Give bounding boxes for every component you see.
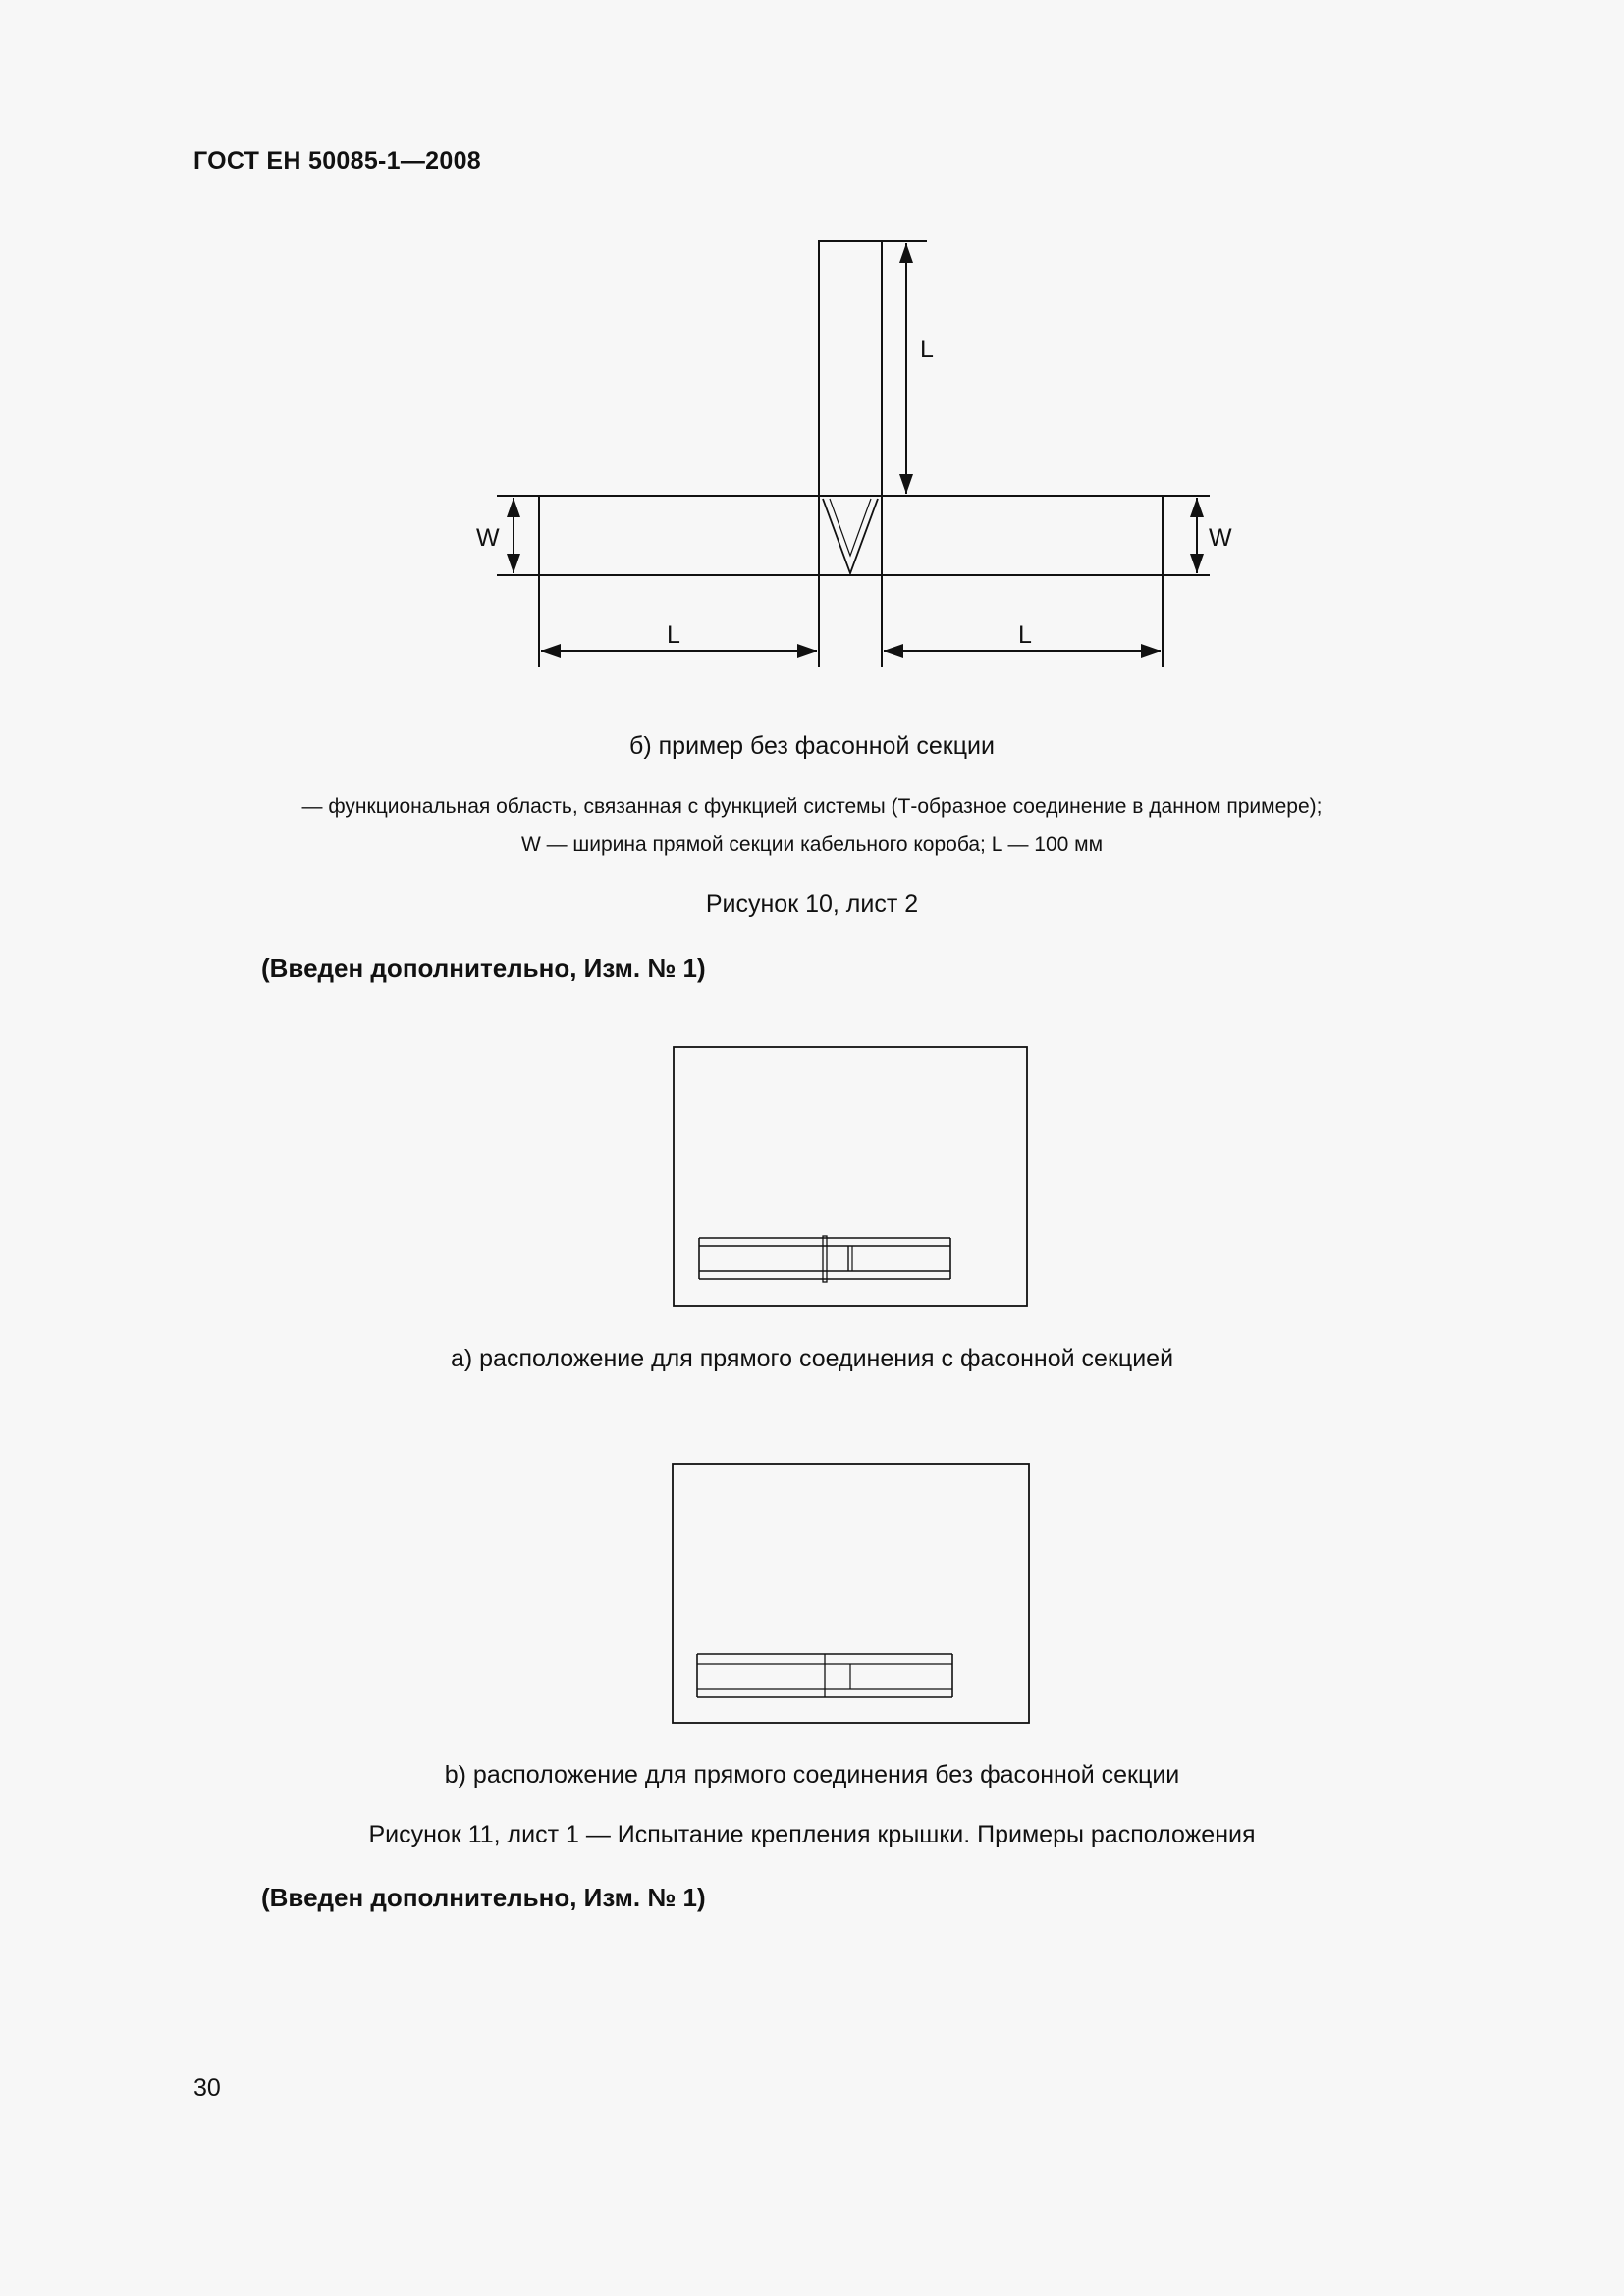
page-number: 30 [193,2074,221,2102]
functional-area-v [823,499,878,573]
left-section [539,496,819,575]
figure11-caption: Рисунок 11, лист 1 — Испытание крепления крышки. Примеры расположения [368,1821,1256,1848]
figure10-t-joint-drawing [0,0,1624,707]
vertical-L-label: L [920,336,934,363]
document-header: ГОСТ ЕН 50085-1—2008 [193,147,481,175]
figure11b-drawing [0,1457,1624,1751]
junction-box [819,496,882,575]
bottom-right-L-label: L [1018,621,1032,649]
figure10-subcaption: б) пример без фасонной секции [629,732,995,760]
figure10-note-line2: W — ширина прямой секции кабельного короба; L — 100 мм [520,833,1104,856]
right-W-label: W [1209,524,1232,552]
amendment-note-2: (Введен дополнительно, Изм. № 1) [261,1883,706,1912]
right-section [882,496,1163,575]
figure10-note-line1: — функциональная область, связанная с функцией системы (Т-образное соединение в данном примере); [301,795,1323,818]
vertical-branch [819,241,882,496]
bottom-left-L-label: L [667,621,680,649]
figure10-caption: Рисунок 10, лист 2 [705,890,919,918]
amendment-note-1: (Введен дополнительно, Изм. № 1) [261,953,706,983]
left-W-label: W [476,524,500,552]
figure11b-subcaption: b) расположение для прямого соединения без фасонной секции [444,1761,1180,1789]
figure11a-drawing [0,1041,1624,1335]
figure11a-subcaption: а) расположение для прямого соединения с фасонной секцией [450,1345,1174,1372]
